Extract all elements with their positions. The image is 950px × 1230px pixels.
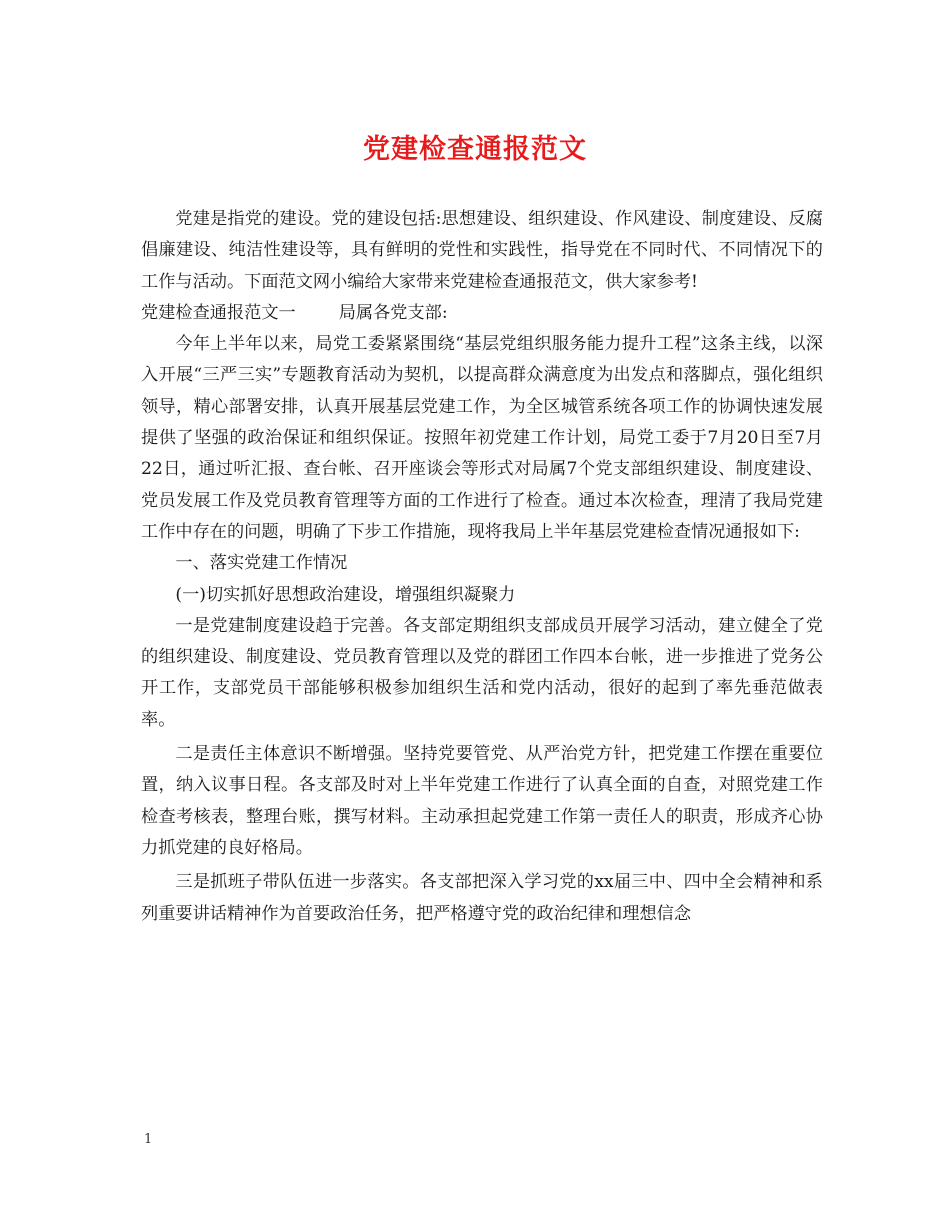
sample-heading-title: 党建检查通报范文一 [141, 302, 296, 323]
body-paragraph-1: 今年上半年以来，局党工委紧紧围绕“基层党组织服务能力提升工程”这条主线，以深入开展“三严三实”专题教育活动为契机，以提高群众满意度为出发点和落脚点，强化组织领导，精心部署安排，认真开展基层党建工作，为全区城管系统各项工作的协调快速发展提供了坚强的政治保证和组织保证。按照年初党建工作计划，局党工委于7月20日至7月22日，通过听汇报、查台帐、召开座谈会等形式对局属7个党支部组织建设、制度建设、党员发展工作及党员教育管理等方面的工作进行了检查。通过本次检查，理清了我局党建工作中存在的问题，明确了下步工作措施，现将我局上半年基层党建检查情况通报如下: [141, 334, 823, 542]
salutation: 局属各党支部: [338, 302, 448, 323]
document-title: 党建检查通报范文 [363, 134, 587, 165]
body-paragraph-2: 一是党建制度建设趋于完善。各支部定期组织支部成员开展学习活动，建立健全了党的组织建设、制度建设、党员教育管理以及党的群团工作四本台帐，进一步推进了党务公开工作，支部党员干部能够积极参加组织生活和党内活动，很好的起到了率先垂范做表率。 [141, 615, 823, 730]
intro-paragraph: 党建是指党的建设。党的建设包括:思想建设、组织建设、作风建设、制度建设、反腐倡廉建设、纯洁性建设等，具有鲜明的党性和实践性，指导党在不同时代、不同情况下的工作与活动。下面范文网小编给大家带来党建检查通报范文，供大家参考! [141, 209, 823, 292]
subsection-heading-1: (一)切实抓好思想政治建设，增强组织凝聚力 [175, 584, 516, 605]
document-body [141, 204, 823, 930]
page-number: 1 [144, 1132, 153, 1147]
section-heading-1: 一、落实党建工作情况 [175, 553, 348, 574]
body-paragraph-4: 三是抓班子带队伍进一步落实。各支部把深入学习党的xx届三中、四中全会精神和系列重要讲话精神作为首要政治任务，把严格遵守党的政治纪律和理想信念 [141, 872, 823, 924]
sample-heading [141, 298, 823, 329]
body-paragraph-3: 二是责任主体意识不断增强。坚持党要管党、从严治党方针，把党建工作摆在重要位置，纳入议事日程。各支部及时对上半年党建工作进行了认真全面的自查，对照党建工作检查考核表，整理台账，撰写材料。主动承担起党建工作第一责任人的职责，形成齐心协力抓党建的良好格局。 [141, 744, 823, 858]
